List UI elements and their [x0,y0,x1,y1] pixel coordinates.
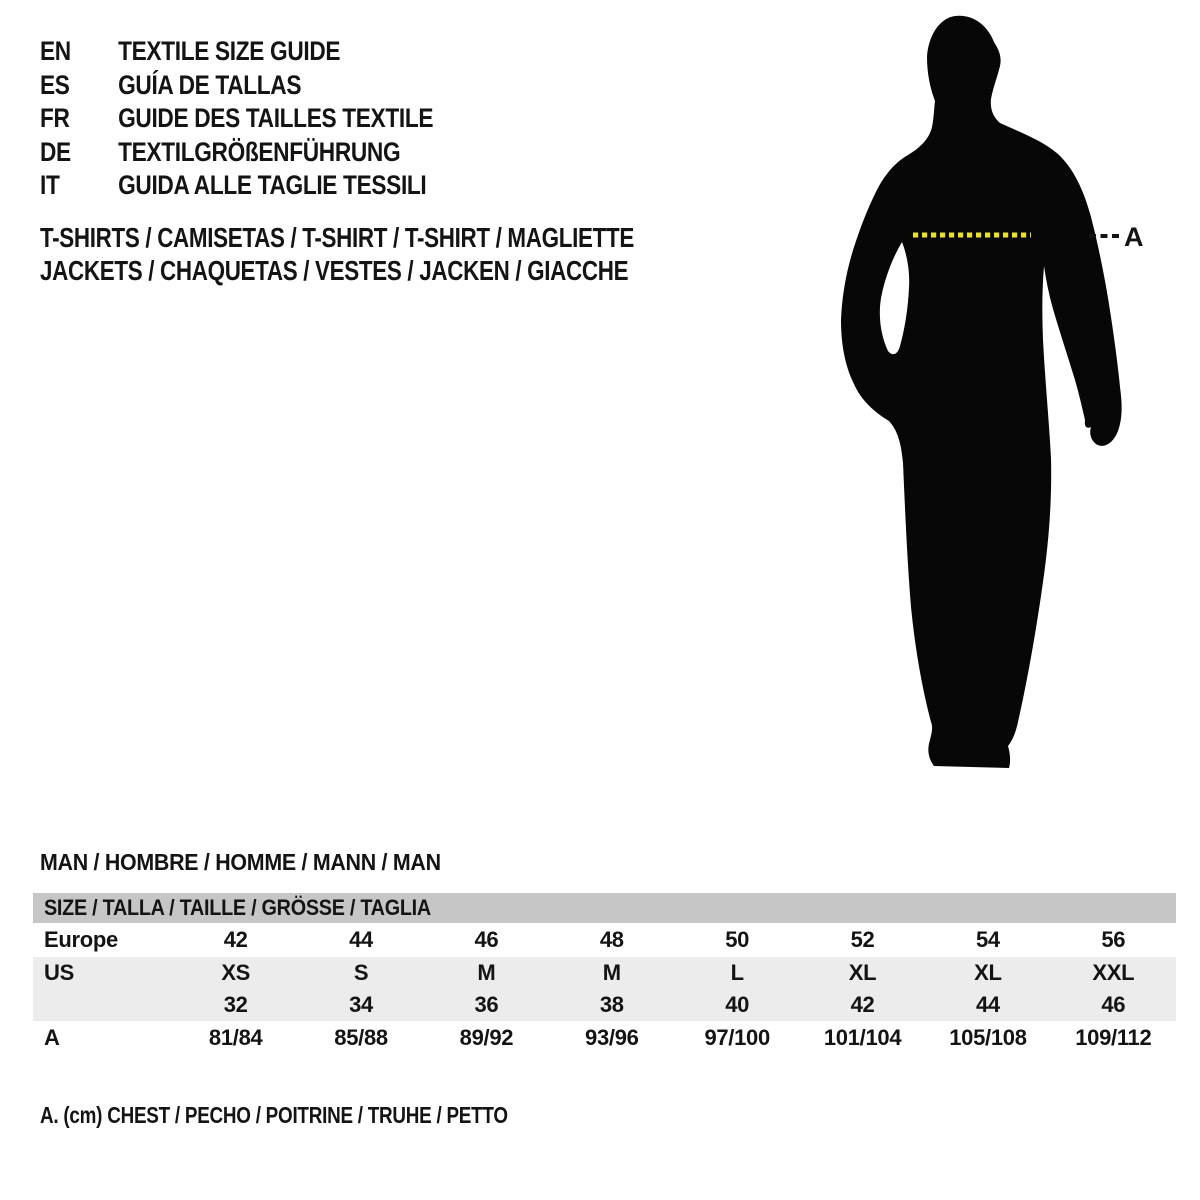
table-cell: 85/88 [334,1025,388,1050]
language-title: GUÍA DE TALLAS [118,69,302,100]
table-cell: 101/104 [823,1025,902,1050]
size-table [33,893,1176,1054]
language-row-de [40,136,433,170]
table-cell: 56 [1101,927,1126,952]
row-label: Europe [44,927,118,952]
section-heading: MAN / HOMBRE / HOMME / MANN / MAN [40,849,441,875]
table-cell: 54 [976,927,1000,952]
table-cell: 46 [1101,992,1126,1017]
language-row-en [40,35,433,69]
size-table-header [33,893,1176,923]
table-cell: S [353,960,369,985]
table-row-europe [33,923,1176,957]
table-cell: XS [221,960,251,985]
table-cell: 36 [474,992,499,1017]
measurement-footnote: A. (cm) CHEST / PECHO / POITRINE / TRUHE / PETTO [40,1102,508,1128]
language-title: TEXTILGRÖßENFÜHRUNG [118,136,401,167]
table-cell: 34 [349,992,373,1017]
measure-label: A [1124,222,1144,252]
category-list [40,221,782,287]
table-cell: 89/92 [459,1025,514,1050]
size-table-header-label: SIZE / TALLA / TAILLE / GRÖSSE / TAGLIA [44,895,431,920]
category-line-tshirts: T-SHIRTS / CAMISETAS / T-SHIRT / T-SHIRT / MAGLIETTE [40,222,634,253]
language-row-es [40,69,433,103]
table-cell: 97/100 [704,1025,770,1050]
language-code: IT [40,170,60,200]
table-cell: 42 [223,927,248,952]
table-cell: 109/112 [1075,1025,1152,1050]
table-cell: 48 [599,927,624,952]
table-cell: 44 [349,927,373,952]
language-title: GUIDA ALLE TAGLIE TESSILI [118,170,427,200]
table-cell: 40 [725,992,750,1017]
table-cell: XXL [1092,960,1135,985]
table-cell: 50 [725,927,750,952]
table-cell: 81/84 [208,1025,263,1050]
language-code: ES [40,69,70,100]
language-code: EN [40,36,71,66]
table-cell: 38 [599,992,624,1017]
table-row-numeric [33,989,1176,1021]
language-code: FR [40,103,70,133]
language-title: TEXTILE SIZE GUIDE [118,36,341,66]
row-label [33,989,173,1021]
table-cell: L [730,960,744,985]
table-row-chest [33,1021,1176,1054]
table-cell: M [602,960,621,985]
table-cell: M [477,960,496,985]
table-cell: 44 [976,992,1000,1017]
table-cell: 42 [850,992,875,1017]
row-label: A [44,1025,60,1050]
table-cell: 105/108 [949,1025,1027,1050]
table-cell: XL [974,960,1002,985]
language-title-list [40,35,508,203]
row-label: US [44,960,74,985]
language-title: GUIDE DES TAILLES TEXTILE [118,103,434,133]
language-row-it [40,169,433,203]
man-silhouette [841,16,1122,768]
table-cell: XL [848,960,877,985]
table-cell: 93/96 [585,1025,639,1050]
language-code: DE [40,136,71,167]
category-line-jackets: JACKETS / CHAQUETAS / VESTES / JACKEN / GIACCHE [40,255,629,286]
table-cell: 32 [223,992,248,1017]
language-row-fr [40,102,433,136]
table-row-us [33,957,1176,989]
table-cell: 46 [474,927,499,952]
table-cell: 52 [850,927,875,952]
